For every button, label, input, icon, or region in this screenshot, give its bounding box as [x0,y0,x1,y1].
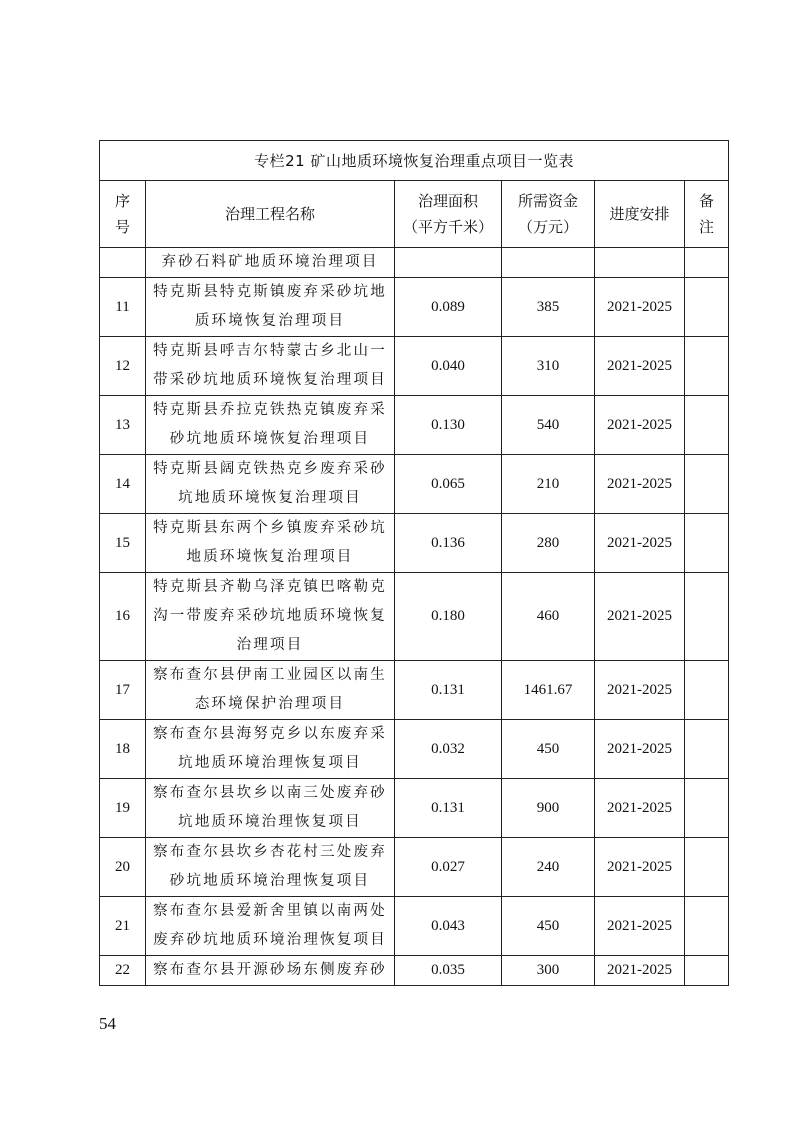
row-schedule: 2021-2025 [595,337,685,396]
header-note: 备 注 [685,181,729,248]
table-row [100,956,729,986]
table-row [100,779,729,838]
row-note [685,720,729,779]
row-name: 察布查尔县开源砂场东侧废弃砂 [146,956,395,986]
row-seq: 22 [100,956,146,986]
row-note [685,455,729,514]
row-schedule: 2021-2025 [595,956,685,986]
table-body [100,248,729,986]
table-row [100,897,729,956]
row-note [685,897,729,956]
row-note [685,661,729,720]
table-row [100,248,729,278]
row-schedule: 2021-2025 [595,573,685,661]
row-schedule: 2021-2025 [595,720,685,779]
row-fund: 450 [502,720,595,779]
row-seq: 15 [100,514,146,573]
table-header-row [100,181,729,248]
row-schedule: 2021-2025 [595,779,685,838]
row-seq [100,248,146,278]
row-name: 特克斯县齐勒乌泽克镇巴喀勒克沟一带废弃采砂坑地质环境恢复治理项目 [146,573,395,661]
row-fund: 460 [502,573,595,661]
table-title: 专栏21 矿山地质环境恢复治理重点项目一览表 [100,141,729,181]
row-note [685,514,729,573]
row-seq: 18 [100,720,146,779]
header-schedule: 进度安排 [595,181,685,248]
row-schedule [595,248,685,278]
header-area: 治理面积 （平方千米） [395,181,502,248]
table-row [100,720,729,779]
row-schedule: 2021-2025 [595,514,685,573]
row-seq: 16 [100,573,146,661]
row-name: 察布查尔县海努克乡以东废弃采坑地质环境治理恢复项目 [146,720,395,779]
table-row [100,661,729,720]
page-number: 54 [99,1014,116,1033]
header-fund: 所需资金 （万元） [502,181,595,248]
row-area: 0.131 [395,661,502,720]
row-name: 察布查尔县伊南工业园区以南生态环境保护治理项目 [146,661,395,720]
row-area: 0.027 [395,838,502,897]
row-fund [502,248,595,278]
projects-table [99,140,729,986]
row-name: 特克斯县特克斯镇废弃采砂坑地质环境恢复治理项目 [146,278,395,337]
row-note [685,838,729,897]
row-name: 特克斯县阔克铁热克乡废弃采砂坑地质环境恢复治理项目 [146,455,395,514]
row-name: 特克斯县东两个乡镇废弃采砂坑地质环境恢复治理项目 [146,514,395,573]
row-schedule: 2021-2025 [595,396,685,455]
row-note [685,278,729,337]
table-row [100,455,729,514]
row-name: 察布查尔县爱新舍里镇以南两处废弃砂坑地质环境治理恢复项目 [146,897,395,956]
row-note [685,248,729,278]
row-name: 特克斯县乔拉克铁热克镇废弃采砂坑地质环境恢复治理项目 [146,396,395,455]
header-name: 治理工程名称 [146,181,395,248]
row-area: 0.043 [395,897,502,956]
row-area [395,248,502,278]
row-fund: 385 [502,278,595,337]
row-seq: 20 [100,838,146,897]
row-area: 0.065 [395,455,502,514]
row-fund: 280 [502,514,595,573]
row-seq: 12 [100,337,146,396]
row-name: 特克斯县呼吉尔特蒙古乡北山一带采砂坑地质环境恢复治理项目 [146,337,395,396]
row-area: 0.032 [395,720,502,779]
row-seq: 11 [100,278,146,337]
row-schedule: 2021-2025 [595,455,685,514]
row-area: 0.035 [395,956,502,986]
row-fund: 450 [502,897,595,956]
row-schedule: 2021-2025 [595,838,685,897]
row-fund: 1461.67 [502,661,595,720]
row-seq: 19 [100,779,146,838]
row-area: 0.089 [395,278,502,337]
row-fund: 310 [502,337,595,396]
row-name: 察布查尔县坎乡杏花村三处废弃砂坑地质环境治理恢复项目 [146,838,395,897]
row-area: 0.130 [395,396,502,455]
table-title-row [100,141,729,181]
row-fund: 300 [502,956,595,986]
table-row [100,573,729,661]
row-fund: 540 [502,396,595,455]
row-seq: 14 [100,455,146,514]
table-row [100,838,729,897]
row-area: 0.180 [395,573,502,661]
row-fund: 900 [502,779,595,838]
row-area: 0.131 [395,779,502,838]
row-note [685,956,729,986]
row-schedule: 2021-2025 [595,278,685,337]
row-note [685,337,729,396]
row-seq: 13 [100,396,146,455]
row-area: 0.040 [395,337,502,396]
table-row [100,396,729,455]
table-row [100,278,729,337]
row-name: 察布查尔县坎乡以南三处废弃砂坑地质环境治理恢复项目 [146,779,395,838]
row-schedule: 2021-2025 [595,897,685,956]
row-name: 弃砂石料矿地质环境治理项目 [146,248,395,278]
row-seq: 21 [100,897,146,956]
row-seq: 17 [100,661,146,720]
table-row [100,514,729,573]
row-note [685,396,729,455]
row-fund: 210 [502,455,595,514]
row-note [685,573,729,661]
header-seq: 序 号 [100,181,146,248]
row-schedule: 2021-2025 [595,661,685,720]
row-note [685,779,729,838]
row-fund: 240 [502,838,595,897]
table-row [100,337,729,396]
row-area: 0.136 [395,514,502,573]
